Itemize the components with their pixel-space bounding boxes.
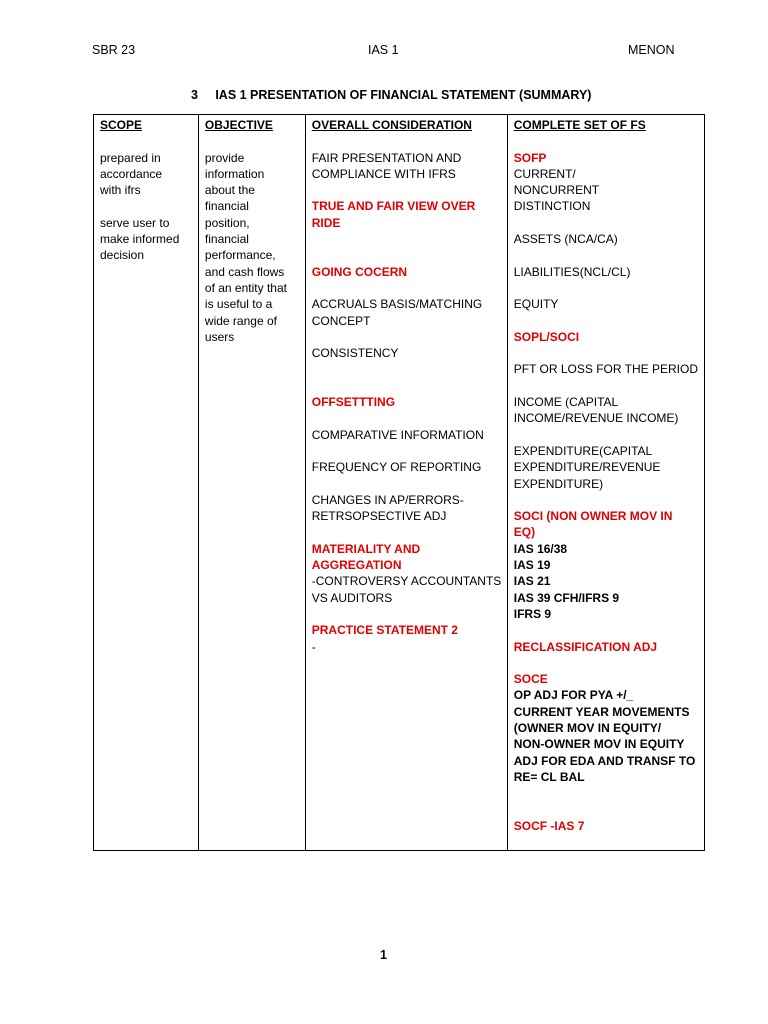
column-line [514,785,698,801]
complete-set-column [508,115,704,850]
column-line: make informed [100,232,180,247]
column-line: CURRENT YEAR MOVEMENTS [513,704,690,719]
column-line [100,133,192,149]
column-body [312,133,501,655]
column-line [312,329,501,345]
column-line: is useful to a [204,297,273,312]
column-line: EQ) [513,525,536,540]
column-line: LIABILITIES(NCL/CL) [513,264,631,279]
column-line [514,622,698,638]
column-heading: OBJECTIVE [204,118,273,132]
column-line: position, [204,215,250,230]
column-line [205,133,299,149]
column-line: serve user to [100,215,170,230]
column-heading: COMPLETE SET OF FS [513,118,646,132]
column-line: CURRENT/ [513,166,576,181]
column-line: of an entity that [204,280,287,295]
header-right: MENON [628,43,675,57]
column-line [312,443,501,459]
column-line: DISTINCTION [513,199,591,214]
column-line [312,476,501,492]
summary-table [93,114,705,851]
column-line: and cash flows [204,264,285,279]
column-line: NONCURRENT [513,183,600,198]
column-line: EQUITY [513,297,559,312]
column-line [514,378,698,394]
column-line: INCOME/REVENUE INCOME) [513,411,679,426]
column-line: IAS 16/38 [513,541,568,556]
column-line: RECLASSIFICATION ADJ [513,639,658,654]
column-line: CONCEPT [311,313,371,328]
column-line: VS AUDITORS [311,590,393,605]
column-line: IAS 39 CFH/IFRS 9 [513,590,620,605]
column-line [514,313,698,329]
column-line: financial [204,199,249,214]
column-line: CONSISTENCY [311,346,399,361]
column-heading: OVERALL CONSIDERATION [311,118,472,132]
column-line: COMPLIANCE WITH IFRS [311,166,456,181]
column-line: performance, [204,248,276,263]
column-body [205,133,299,345]
scope-column [94,115,199,850]
column-line [312,606,501,622]
header-center: IAS 1 [368,43,399,57]
column-line [514,801,698,817]
header-left: SBR 23 [92,43,136,57]
column-line [312,280,501,296]
column-line: prepared in [100,150,161,165]
column-line: SOPL/SOCI [513,329,580,344]
overall-consideration-column [306,115,508,850]
column-line: EXPENDITURE/REVENUE [513,460,661,475]
column-line: RETRSOPSECTIVE ADJ [311,509,447,524]
column-line: -CONTROVERSY ACCOUNTANTS [311,574,502,589]
column-line: RIDE [311,215,341,230]
column-line: SOCI (NON OWNER MOV IN [513,509,673,524]
column-line: SOCF -IAS 7 [513,818,585,833]
column-line: RE= CL BAL [513,769,585,784]
column-line: FREQUENCY OF REPORTING [311,460,482,475]
column-line [312,231,501,247]
column-line: SOFP [513,150,547,165]
column-line [312,182,501,198]
column-line: SOCE [513,672,548,687]
column-body [514,133,698,834]
column-line: with ifrs [100,183,141,198]
column-line: CHANGES IN AP/ERRORS- [311,492,464,507]
column-line: NON-OWNER MOV IN EQUITY [513,737,685,752]
column-heading: SCOPE [100,118,143,132]
column-line: financial [204,232,249,247]
column-line: ASSETS (NCA/CA) [513,232,618,247]
column-body [100,133,192,263]
column-line: EXPENDITURE) [513,476,604,491]
column-line [514,215,698,231]
column-line: accordance [100,166,163,181]
column-line: GOING COCERN [311,264,408,279]
column-line: ADJ FOR EDA AND TRANSF TO [513,753,696,768]
column-line: COMPARATIVE INFORMATION [311,427,484,442]
column-line [514,345,698,361]
column-line: PRACTICE STATEMENT 2 [311,623,458,638]
column-line: decision [100,248,145,263]
column-line [312,410,501,426]
column-line [312,247,501,263]
column-line: users [204,329,235,344]
column-line [312,378,501,394]
column-line [100,198,192,214]
column-line: PFT OR LOSS FOR THE PERIOD [513,362,698,377]
column-line: IAS 19 [513,558,551,573]
column-line: EXPENDITURE(CAPITAL [513,443,653,458]
column-line: FAIR PRESENTATION AND [311,150,462,165]
objective-column [199,115,306,850]
column-line: TRUE AND FAIR VIEW OVER [311,199,476,214]
column-line: about the [204,183,255,198]
column-line: OP ADJ FOR PYA +/_ [513,688,634,703]
column-line: - [311,639,316,654]
column-line: provide [204,150,245,165]
column-line: OFFSETTTING [311,395,396,410]
column-line: wide range of [204,313,277,328]
column-line [514,133,698,149]
document-title: 3 IAS 1 PRESENTATION OF FINANCIAL STATEMENT (SUMMARY) [191,88,592,102]
column-line [514,247,698,263]
column-line: IFRS 9 [513,606,552,621]
column-line: AGGREGATION [311,558,402,573]
column-line [514,427,698,443]
column-line [312,524,501,540]
page-number: 1 [380,948,387,962]
column-line [514,280,698,296]
column-line: MATERIALITY AND [311,541,421,556]
column-line: information [204,166,265,181]
column-line: IAS 21 [513,574,551,589]
column-line: (OWNER MOV IN EQUITY/ [513,720,662,735]
column-line [514,655,698,671]
column-line [312,133,501,149]
column-line [514,492,698,508]
column-line: ACCRUALS BASIS/MATCHING [311,297,483,312]
column-line [312,361,501,377]
column-line: INCOME (CAPITAL [513,395,619,410]
